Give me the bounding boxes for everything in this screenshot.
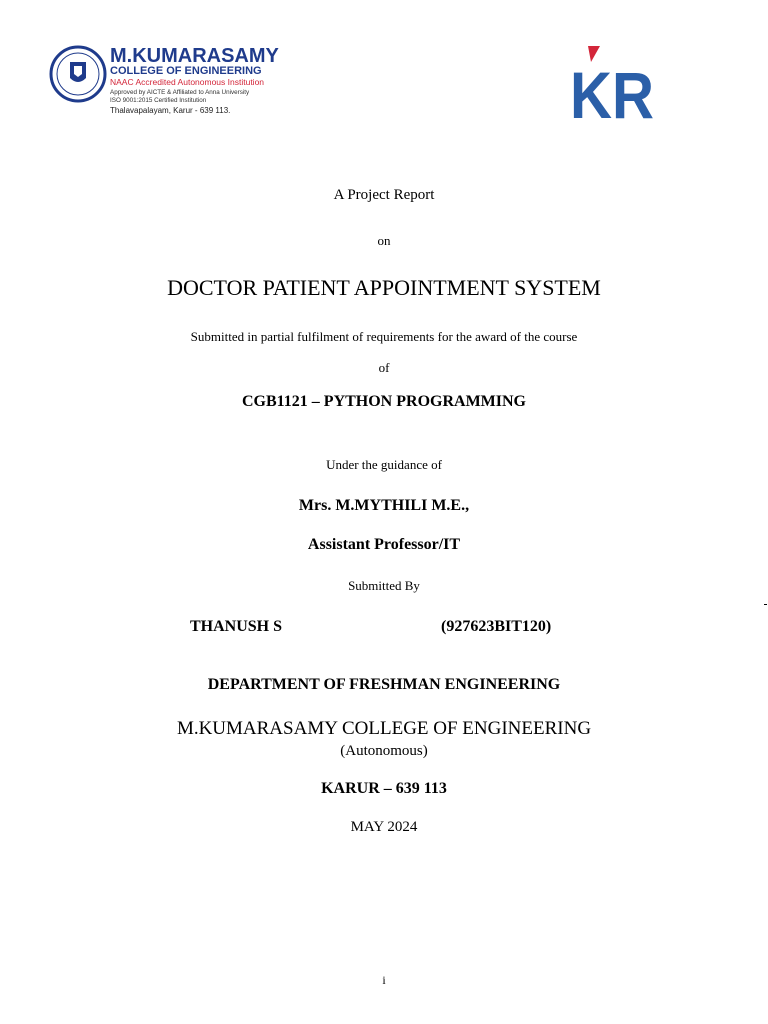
student-register-number: (927623BIT120) <box>441 618 552 635</box>
of-text: of <box>378 360 390 375</box>
report-date: MAY 2024 <box>350 819 418 835</box>
on-text: on <box>377 233 391 248</box>
guidance-label: Under the guidance of <box>326 457 442 472</box>
submitted-partial-text: Submitted in partial fulfilment of requirements for the award of the course <box>190 329 578 344</box>
report-intro: A Project Report <box>333 187 435 203</box>
location: KARUR – 639 113 <box>321 780 447 797</box>
logo-college-sub: COLLEGE OF ENGINEERING <box>110 65 262 77</box>
logo-college-name: M.KUMARASAMY <box>110 45 279 67</box>
logo-naac: NAAC Accredited Autonomous Institution <box>110 77 265 87</box>
guide-name: Mrs. M.MYTHILI M.E., <box>298 497 470 514</box>
kr-logo <box>570 46 656 122</box>
edge-mark <box>764 604 767 605</box>
project-title: DOCTOR PATIENT APPOINTMENT SYSTEM <box>167 275 601 300</box>
course-name: CGB1121 – PYTHON PROGRAMMING <box>242 393 526 410</box>
page-number: i <box>382 973 386 987</box>
logo-address: Thalavapalayam, Karur - 639 113. <box>110 106 231 115</box>
autonomous-label: (Autonomous) <box>340 743 428 759</box>
logo-iso: ISO 9001:2015 Certified Institution <box>110 97 207 104</box>
logo-approved: Approved by AICTE & Affiliated to Anna University <box>110 89 250 96</box>
college-name: M.KUMARASAMY COLLEGE OF ENGINEERING <box>176 718 592 739</box>
submitted-by-label: Submitted By <box>348 578 420 593</box>
student-name: THANUSH S <box>190 618 283 635</box>
kr-logo-text: KR <box>570 58 654 122</box>
college-logo <box>48 44 288 120</box>
guide-title: Assistant Professor/IT <box>307 536 461 553</box>
department-name: DEPARTMENT OF FRESHMAN ENGINEERING <box>207 676 561 693</box>
